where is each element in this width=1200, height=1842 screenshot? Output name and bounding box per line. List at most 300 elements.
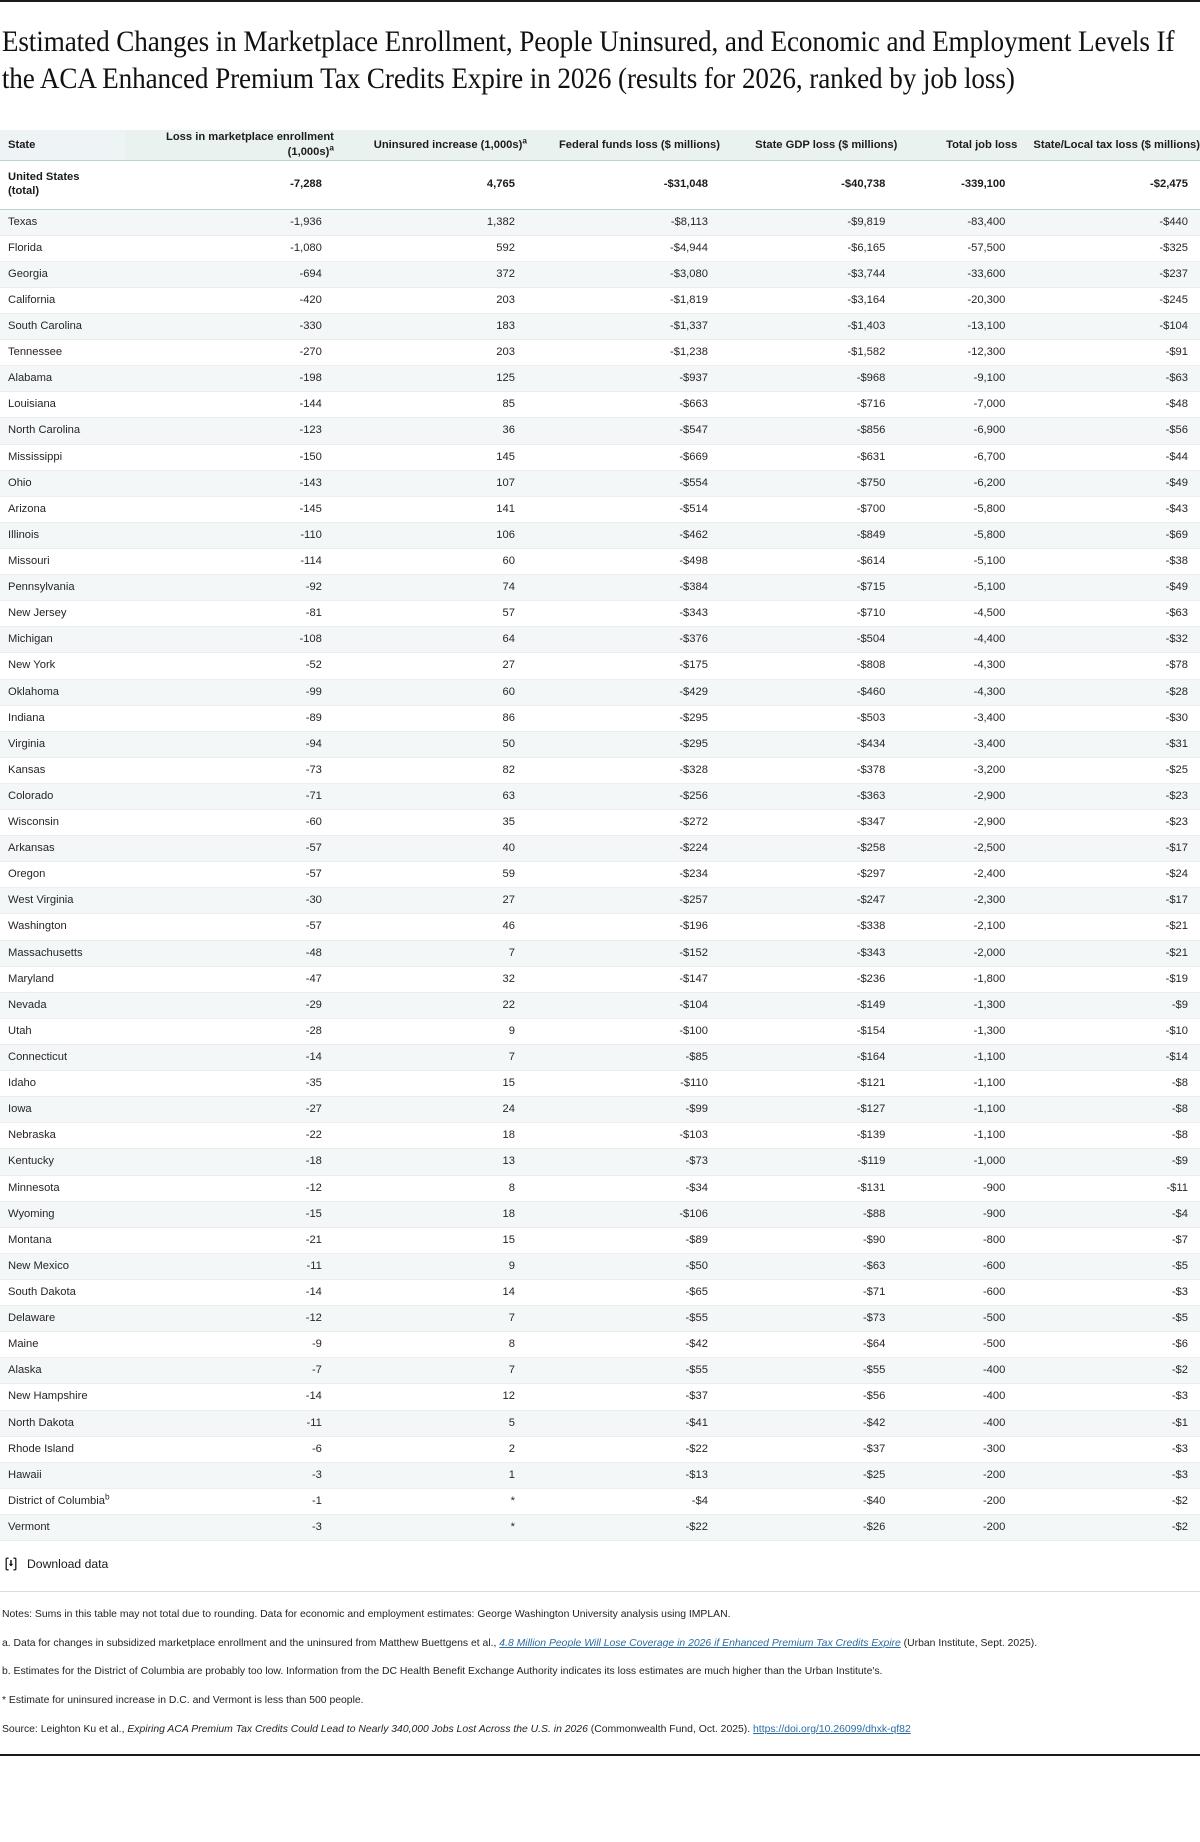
- cell-uninsured-increase: 18: [334, 1123, 527, 1149]
- table-row: [0, 575, 1200, 601]
- cell-state: Rhode Island: [0, 1436, 125, 1462]
- cell-enrollment-loss: -27: [125, 1097, 334, 1123]
- table-row: [0, 992, 1200, 1018]
- cell-state: Montana: [0, 1227, 125, 1253]
- cell-state-local-tax-loss: -$56: [1017, 418, 1200, 444]
- cell-total-job-loss: -4,300: [897, 679, 1017, 705]
- cell-federal-funds-loss: -$196: [527, 914, 720, 940]
- cell-total-job-loss: -6,200: [897, 470, 1017, 496]
- cell-state-local-tax-loss: -$245: [1017, 287, 1200, 313]
- cell-uninsured-increase: 46: [334, 914, 527, 940]
- cell-total-job-loss: -4,500: [897, 601, 1017, 627]
- cell-federal-funds-loss: -$65: [527, 1280, 720, 1306]
- cell-state: Vermont: [0, 1515, 125, 1541]
- table-row: [0, 653, 1200, 679]
- cell-state-gdp-loss: -$63: [720, 1253, 897, 1279]
- cell-uninsured-increase: 32: [334, 966, 527, 992]
- cell-state: United States (total): [0, 160, 125, 209]
- bottom-divider: [0, 1754, 1200, 1756]
- cell-federal-funds-loss: -$22: [527, 1436, 720, 1462]
- column-header-federal-funds-loss-label: Federal funds loss ($ millions): [558, 138, 720, 151]
- cell-enrollment-loss: -47: [125, 966, 334, 992]
- table-row: [0, 783, 1200, 809]
- cell-uninsured-increase: 40: [334, 836, 527, 862]
- cell-federal-funds-loss: -$13: [527, 1462, 720, 1488]
- cell-federal-funds-loss: -$295: [527, 705, 720, 731]
- cell-state: [0, 1488, 125, 1514]
- cell-state-gdp-loss: -$716: [720, 392, 897, 418]
- cell-state-local-tax-loss: -$49: [1017, 575, 1200, 601]
- cell-federal-funds-loss: -$175: [527, 653, 720, 679]
- cell-state-gdp-loss: -$710: [720, 601, 897, 627]
- cell-state-gdp-loss: -$149: [720, 992, 897, 1018]
- cell-uninsured-increase: 13: [334, 1149, 527, 1175]
- cell-uninsured-increase: 64: [334, 627, 527, 653]
- table-row: [0, 470, 1200, 496]
- cell-state: Iowa: [0, 1097, 125, 1123]
- cell-total-job-loss: -83,400: [897, 209, 1017, 235]
- source-prefix: Source: Leighton Ku et al.,: [2, 1723, 128, 1735]
- cell-federal-funds-loss: -$663: [527, 392, 720, 418]
- cell-uninsured-increase: 27: [334, 653, 527, 679]
- cell-total-job-loss: -200: [897, 1462, 1017, 1488]
- cell-state-gdp-loss: -$6,165: [720, 235, 897, 261]
- cell-state: Ohio: [0, 470, 125, 496]
- cell-uninsured-increase: 60: [334, 548, 527, 574]
- cell-enrollment-loss: -28: [125, 1018, 334, 1044]
- cell-enrollment-loss: -114: [125, 548, 334, 574]
- cell-total-job-loss: -2,400: [897, 862, 1017, 888]
- cell-total-job-loss: -200: [897, 1488, 1017, 1514]
- cell-uninsured-increase: 8: [334, 1175, 527, 1201]
- cell-uninsured-increase: 86: [334, 705, 527, 731]
- cell-state: Alabama: [0, 366, 125, 392]
- cell-uninsured-increase: 22: [334, 992, 527, 1018]
- cell-state-gdp-loss: -$71: [720, 1280, 897, 1306]
- table-row: [0, 1045, 1200, 1071]
- cell-state: Wisconsin: [0, 810, 125, 836]
- cell-uninsured-increase: 85: [334, 392, 527, 418]
- note-star: * Estimate for uninsured increase in D.C. and Vermont is less than 500 people.: [2, 1694, 364, 1706]
- cell-state-local-tax-loss: -$21: [1017, 940, 1200, 966]
- cell-state: Kansas: [0, 757, 125, 783]
- cell-state-local-tax-loss: -$23: [1017, 810, 1200, 836]
- cell-state-gdp-loss: -$856: [720, 418, 897, 444]
- note-a: [2, 1636, 1192, 1652]
- cell-enrollment-loss: -57: [125, 862, 334, 888]
- source-doi-link[interactable]: https://doi.org/10.26099/dhxk-qf82: [753, 1723, 911, 1735]
- cell-total-job-loss: -500: [897, 1332, 1017, 1358]
- cell-federal-funds-loss: -$328: [527, 757, 720, 783]
- source-mid: (Commonwealth Fund, Oct. 2025).: [587, 1723, 754, 1735]
- cell-uninsured-increase: 2: [334, 1436, 527, 1462]
- footnote-marker-b: b: [104, 1492, 110, 1502]
- cell-federal-funds-loss: -$514: [527, 496, 720, 522]
- cell-state-local-tax-loss: -$9: [1017, 992, 1200, 1018]
- cell-state: Georgia: [0, 261, 125, 287]
- cell-enrollment-loss: -1,936: [125, 209, 334, 235]
- note-a-prefix: a. Data for changes in subsidized marketplace enrollment and the uninsured from Matthew Buettgens et al.,: [2, 1637, 500, 1649]
- cell-state-local-tax-loss: -$91: [1017, 340, 1200, 366]
- cell-uninsured-increase: 15: [334, 1071, 527, 1097]
- cell-federal-funds-loss: -$272: [527, 810, 720, 836]
- cell-total-job-loss: -5,100: [897, 575, 1017, 601]
- cell-state-local-tax-loss: -$3: [1017, 1462, 1200, 1488]
- cell-state-local-tax-loss: -$23: [1017, 783, 1200, 809]
- column-header-state-gdp-loss-label: State GDP loss ($ millions): [755, 138, 898, 151]
- cell-federal-funds-loss: -$429: [527, 679, 720, 705]
- note-source: [2, 1722, 1192, 1738]
- cell-enrollment-loss: -12: [125, 1175, 334, 1201]
- column-header-state-local-tax-loss-label: State/Local tax loss ($ millions): [1033, 138, 1200, 151]
- cell-enrollment-loss: -73: [125, 757, 334, 783]
- cell-enrollment-loss: -150: [125, 444, 334, 470]
- cell-total-job-loss: -600: [897, 1280, 1017, 1306]
- cell-state-gdp-loss: -$460: [720, 679, 897, 705]
- cell-uninsured-increase: 59: [334, 862, 527, 888]
- cell-enrollment-loss: -89: [125, 705, 334, 731]
- cell-enrollment-loss: -1: [125, 1488, 334, 1514]
- cell-state: Michigan: [0, 627, 125, 653]
- column-header-state-label: State: [8, 138, 36, 151]
- table-row: [0, 340, 1200, 366]
- cell-enrollment-loss: -9: [125, 1332, 334, 1358]
- cell-state: Texas: [0, 209, 125, 235]
- cell-enrollment-loss: -108: [125, 627, 334, 653]
- table-row: [0, 392, 1200, 418]
- cell-state-gdp-loss: -$700: [720, 496, 897, 522]
- cell-state-gdp-loss: -$73: [720, 1306, 897, 1332]
- table-row: [0, 1462, 1200, 1488]
- cell-enrollment-loss: -18: [125, 1149, 334, 1175]
- cell-total-job-loss: -7,000: [897, 392, 1017, 418]
- column-header-total-job-loss: [897, 130, 1017, 160]
- table-row: [0, 1227, 1200, 1253]
- cell-enrollment-loss: -14: [125, 1045, 334, 1071]
- cell-enrollment-loss: -21: [125, 1227, 334, 1253]
- cell-uninsured-increase: 18: [334, 1201, 527, 1227]
- cell-federal-funds-loss: -$234: [527, 862, 720, 888]
- cell-uninsured-increase: 50: [334, 731, 527, 757]
- cell-state: Maryland: [0, 966, 125, 992]
- cell-state: Louisiana: [0, 392, 125, 418]
- cell-state-local-tax-loss: -$38: [1017, 548, 1200, 574]
- cell-federal-funds-loss: -$22: [527, 1515, 720, 1541]
- cell-uninsured-increase: *: [334, 1515, 527, 1541]
- cell-federal-funds-loss: -$55: [527, 1358, 720, 1384]
- cell-state: Oklahoma: [0, 679, 125, 705]
- cell-federal-funds-loss: -$8,113: [527, 209, 720, 235]
- cell-state-local-tax-loss: -$1: [1017, 1410, 1200, 1436]
- cell-total-job-loss: -6,700: [897, 444, 1017, 470]
- table-row: [0, 940, 1200, 966]
- cell-enrollment-loss: -143: [125, 470, 334, 496]
- cell-state: Washington: [0, 914, 125, 940]
- table-row: [0, 705, 1200, 731]
- cell-uninsured-increase: 74: [334, 575, 527, 601]
- cell-state: Indiana: [0, 705, 125, 731]
- table-row: [0, 1384, 1200, 1410]
- cell-total-job-loss: -2,500: [897, 836, 1017, 862]
- cell-state-gdp-loss: -$247: [720, 888, 897, 914]
- cell-enrollment-loss: -30: [125, 888, 334, 914]
- column-header-state-gdp-loss: [720, 130, 897, 160]
- table-row: [0, 757, 1200, 783]
- cell-total-job-loss: -400: [897, 1358, 1017, 1384]
- cell-state: Mississippi: [0, 444, 125, 470]
- cell-enrollment-loss: -92: [125, 575, 334, 601]
- cell-state-local-tax-loss: -$3: [1017, 1384, 1200, 1410]
- column-header-uninsured-increase-label: Uninsured increase (1,000s): [373, 138, 523, 151]
- cell-state-local-tax-loss: -$2: [1017, 1358, 1200, 1384]
- cell-uninsured-increase: 7: [334, 1358, 527, 1384]
- cell-total-job-loss: -2,900: [897, 783, 1017, 809]
- table-row: [0, 679, 1200, 705]
- cell-enrollment-loss: -60: [125, 810, 334, 836]
- table-row: [0, 235, 1200, 261]
- cell-uninsured-increase: 7: [334, 1306, 527, 1332]
- cell-state: Maine: [0, 1332, 125, 1358]
- cell-enrollment-loss: -144: [125, 392, 334, 418]
- cell-federal-funds-loss: -$1,819: [527, 287, 720, 313]
- column-header-state-local-tax-loss: [1017, 130, 1200, 160]
- cell-state-gdp-loss: -$968: [720, 366, 897, 392]
- table-row: [0, 1175, 1200, 1201]
- table-row: [0, 1358, 1200, 1384]
- cell-total-job-loss: -5,800: [897, 496, 1017, 522]
- cell-state-local-tax-loss: -$14: [1017, 1045, 1200, 1071]
- cell-total-job-loss: -5,800: [897, 522, 1017, 548]
- column-header-total-job-loss-label: Total job loss: [946, 138, 1018, 151]
- cell-state-gdp-loss: -$434: [720, 731, 897, 757]
- cell-state: New York: [0, 653, 125, 679]
- cell-uninsured-increase: 8: [334, 1332, 527, 1358]
- cell-federal-funds-loss: -$937: [527, 366, 720, 392]
- note-a-link[interactable]: 4.8 Million People Will Lose Coverage in 2026 if Enhanced Premium Tax Credits Expire: [499, 1637, 901, 1649]
- cell-federal-funds-loss: -$462: [527, 522, 720, 548]
- cell-state-gdp-loss: -$37: [720, 1436, 897, 1462]
- cell-uninsured-increase: 203: [334, 340, 527, 366]
- cell-state-local-tax-loss: -$3: [1017, 1280, 1200, 1306]
- cell-enrollment-loss: -12: [125, 1306, 334, 1332]
- cell-state-gdp-loss: -$338: [720, 914, 897, 940]
- cell-uninsured-increase: 57: [334, 601, 527, 627]
- cell-state-local-tax-loss: -$9: [1017, 1149, 1200, 1175]
- cell-state-local-tax-loss: -$24: [1017, 862, 1200, 888]
- cell-state-local-tax-loss: -$25: [1017, 757, 1200, 783]
- cell-enrollment-loss: -6: [125, 1436, 334, 1462]
- cell-state-gdp-loss: -$55: [720, 1358, 897, 1384]
- cell-federal-funds-loss: -$4: [527, 1488, 720, 1514]
- column-header-enrollment-loss: [125, 130, 334, 160]
- table-row: [0, 1253, 1200, 1279]
- cell-state-gdp-loss: -$164: [720, 1045, 897, 1071]
- cell-state-local-tax-loss: -$5: [1017, 1253, 1200, 1279]
- cell-state-local-tax-loss: -$8: [1017, 1097, 1200, 1123]
- cell-total-job-loss: -20,300: [897, 287, 1017, 313]
- cell-total-job-loss: -2,300: [897, 888, 1017, 914]
- cell-state: Nevada: [0, 992, 125, 1018]
- cell-state-local-tax-loss: -$49: [1017, 470, 1200, 496]
- cell-federal-funds-loss: -$73: [527, 1149, 720, 1175]
- table-body: [0, 160, 1200, 1540]
- table-row: [0, 966, 1200, 992]
- cell-state: Idaho: [0, 1071, 125, 1097]
- cell-state-local-tax-loss: -$11: [1017, 1175, 1200, 1201]
- cell-state: California: [0, 287, 125, 313]
- cell-state-local-tax-loss: -$28: [1017, 679, 1200, 705]
- cell-federal-funds-loss: -$103: [527, 1123, 720, 1149]
- cell-state-local-tax-loss: -$8: [1017, 1071, 1200, 1097]
- cell-total-job-loss: -2,100: [897, 914, 1017, 940]
- cell-state: Connecticut: [0, 1045, 125, 1071]
- cell-federal-funds-loss: -$110: [527, 1071, 720, 1097]
- note-a-suffix: (Urban Institute, Sept. 2025).: [900, 1637, 1038, 1649]
- table-row-total: [0, 160, 1200, 209]
- cell-state: West Virginia: [0, 888, 125, 914]
- cell-enrollment-loss: -11: [125, 1410, 334, 1436]
- table-row: [0, 1018, 1200, 1044]
- cell-total-job-loss: -900: [897, 1201, 1017, 1227]
- cell-state: Colorado: [0, 783, 125, 809]
- cell-uninsured-increase: 125: [334, 366, 527, 392]
- cell-uninsured-increase: 7: [334, 1045, 527, 1071]
- cell-enrollment-loss: -7,288: [125, 160, 334, 209]
- cell-total-job-loss: -1,100: [897, 1045, 1017, 1071]
- cell-state-gdp-loss: -$503: [720, 705, 897, 731]
- table-row: [0, 1488, 1200, 1514]
- table-row: [0, 1410, 1200, 1436]
- cell-total-job-loss: -400: [897, 1384, 1017, 1410]
- cell-federal-funds-loss: -$1,238: [527, 340, 720, 366]
- cell-total-job-loss: -1,100: [897, 1097, 1017, 1123]
- cell-total-job-loss: -3,200: [897, 757, 1017, 783]
- cell-state-gdp-loss: -$363: [720, 783, 897, 809]
- cell-total-job-loss: -4,400: [897, 627, 1017, 653]
- cell-total-job-loss: -2,900: [897, 810, 1017, 836]
- cell-state: Florida: [0, 235, 125, 261]
- cell-total-job-loss: -1,300: [897, 992, 1017, 1018]
- cell-federal-funds-loss: -$152: [527, 940, 720, 966]
- cell-state-gdp-loss: -$236: [720, 966, 897, 992]
- cell-state-gdp-loss: -$42: [720, 1410, 897, 1436]
- cell-enrollment-loss: -123: [125, 418, 334, 444]
- cell-uninsured-increase: 15: [334, 1227, 527, 1253]
- cell-state: Delaware: [0, 1306, 125, 1332]
- cell-enrollment-loss: -22: [125, 1123, 334, 1149]
- cell-federal-funds-loss: -$256: [527, 783, 720, 809]
- cell-total-job-loss: -1,800: [897, 966, 1017, 992]
- cell-federal-funds-loss: -$37: [527, 1384, 720, 1410]
- cell-state: New Mexico: [0, 1253, 125, 1279]
- cell-state: Arkansas: [0, 836, 125, 862]
- notes-section: [0, 1591, 1200, 1737]
- cell-enrollment-loss: -3: [125, 1515, 334, 1541]
- table-row: [0, 810, 1200, 836]
- cell-state-local-tax-loss: -$237: [1017, 261, 1200, 287]
- cell-uninsured-increase: 145: [334, 444, 527, 470]
- cell-state: North Dakota: [0, 1410, 125, 1436]
- cell-state-gdp-loss: -$3,744: [720, 261, 897, 287]
- cell-federal-funds-loss: -$376: [527, 627, 720, 653]
- cell-total-job-loss: -300: [897, 1436, 1017, 1462]
- table-row: [0, 1097, 1200, 1123]
- cell-state-local-tax-loss: -$31: [1017, 731, 1200, 757]
- cell-state-local-tax-loss: -$17: [1017, 888, 1200, 914]
- cell-uninsured-increase: 35: [334, 810, 527, 836]
- cell-uninsured-increase: 36: [334, 418, 527, 444]
- cell-state-local-tax-loss: -$32: [1017, 627, 1200, 653]
- table-header: [0, 130, 1200, 160]
- cell-state-gdp-loss: -$119: [720, 1149, 897, 1175]
- cell-state-local-tax-loss: -$5: [1017, 1306, 1200, 1332]
- cell-state-gdp-loss: -$1,582: [720, 340, 897, 366]
- cell-state-gdp-loss: -$26: [720, 1515, 897, 1541]
- source-title: Expiring ACA Premium Tax Credits Could Lead to Nearly 340,000 Jobs Lost Across the U.S. in 2026: [127, 1723, 588, 1735]
- cell-total-job-loss: -12,300: [897, 340, 1017, 366]
- note-b: b. Estimates for the District of Columbia are probably too low. Information from the DC Health Benefit Exchange Authority indicates its loss estimates are much higher than the Urban Institute's.: [2, 1666, 883, 1678]
- cell-state: Arizona: [0, 496, 125, 522]
- cell-federal-funds-loss: -$257: [527, 888, 720, 914]
- cell-state: Illinois: [0, 522, 125, 548]
- cell-federal-funds-loss: -$99: [527, 1097, 720, 1123]
- cell-state-local-tax-loss: -$104: [1017, 313, 1200, 339]
- cell-state-local-tax-loss: -$2,475: [1017, 160, 1200, 209]
- cell-total-job-loss: -4,300: [897, 653, 1017, 679]
- table-row: [0, 1149, 1200, 1175]
- cell-state-gdp-loss: -$127: [720, 1097, 897, 1123]
- cell-state-local-tax-loss: -$2: [1017, 1515, 1200, 1541]
- cell-federal-funds-loss: -$147: [527, 966, 720, 992]
- cell-federal-funds-loss: -$100: [527, 1018, 720, 1044]
- table-row: [0, 548, 1200, 574]
- table-header-row: [0, 130, 1200, 160]
- cell-uninsured-increase: 63: [334, 783, 527, 809]
- cell-uninsured-increase: 27: [334, 888, 527, 914]
- cell-state-local-tax-loss: -$7: [1017, 1227, 1200, 1253]
- cell-total-job-loss: -2,000: [897, 940, 1017, 966]
- cell-state: New Hampshire: [0, 1384, 125, 1410]
- table-row: [0, 418, 1200, 444]
- table-row: [0, 1436, 1200, 1462]
- cell-total-job-loss: -9,100: [897, 366, 1017, 392]
- cell-state-gdp-loss: -$40: [720, 1488, 897, 1514]
- cell-enrollment-loss: -3: [125, 1462, 334, 1488]
- cell-total-job-loss: -5,100: [897, 548, 1017, 574]
- cell-uninsured-increase: 9: [334, 1253, 527, 1279]
- cell-enrollment-loss: -52: [125, 653, 334, 679]
- cell-total-job-loss: -3,400: [897, 705, 1017, 731]
- cell-state-local-tax-loss: -$19: [1017, 966, 1200, 992]
- cell-federal-funds-loss: -$104: [527, 992, 720, 1018]
- download-data-button[interactable]: [0, 1541, 154, 1571]
- cell-state-gdp-loss: -$3,164: [720, 287, 897, 313]
- cell-state-label: District of Columbia: [8, 1494, 105, 1507]
- table-row: [0, 366, 1200, 392]
- cell-state-local-tax-loss: -$3: [1017, 1436, 1200, 1462]
- cell-total-job-loss: -33,600: [897, 261, 1017, 287]
- cell-federal-funds-loss: -$669: [527, 444, 720, 470]
- cell-uninsured-increase: 203: [334, 287, 527, 313]
- cell-uninsured-increase: 24: [334, 1097, 527, 1123]
- cell-total-job-loss: -600: [897, 1253, 1017, 1279]
- cell-federal-funds-loss: -$343: [527, 601, 720, 627]
- cell-state-gdp-loss: -$40,738: [720, 160, 897, 209]
- cell-state-local-tax-loss: -$48: [1017, 392, 1200, 418]
- cell-total-job-loss: -1,300: [897, 1018, 1017, 1044]
- table-row: [0, 1306, 1200, 1332]
- cell-state-gdp-loss: -$750: [720, 470, 897, 496]
